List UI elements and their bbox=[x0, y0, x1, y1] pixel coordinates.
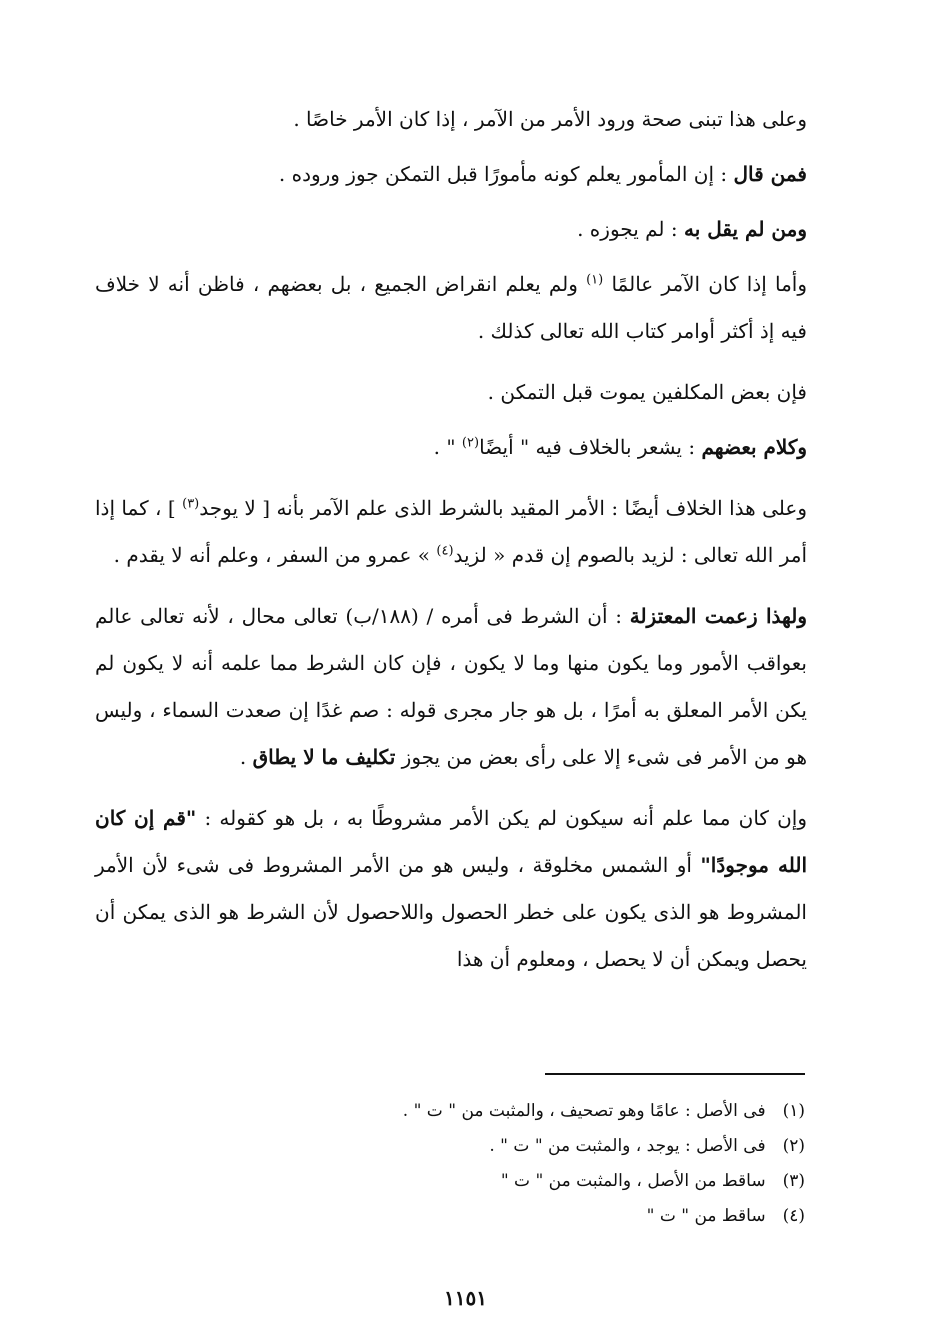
footnote-4-number: (٤) bbox=[782, 1206, 805, 1226]
paragraph-8-lead: ولهذا زعمت المعتزلة bbox=[629, 604, 807, 628]
paragraph-6-lead: وكلام بعضهم bbox=[701, 435, 807, 459]
paragraph-9-text-b: أو الشمس مخلوقة ، وليس هو من الأمر المشروط فى شىء لأن الأمر المشروط هو الذى يكون على خطر الحصول واللاحصول لأن الشرط هو الذى يمكن أن يحصل ويمكن أن لا يحصل ، ومعلوم أن هذا bbox=[95, 853, 807, 971]
paragraph-7-text-c: » عمرو من السفر ، وعلم أنه لا يقدم . bbox=[113, 543, 431, 567]
footnote-1 bbox=[300, 1094, 805, 1129]
paragraph-6-text-b: " . bbox=[433, 435, 456, 459]
paragraph-8-text-a: : أن الشرط فى أمره / (١٨٨/ب) تعالى محال ، لأنه تعالى عالم بعواقب الأمور وما يكون منها وما لا يكون ، فإن كان الشرط مما علمه أنه لا يكون لم يكن الأمر المعلق به أمرًا ، بل هو جار مجرى قوله : صم غدًا إن صعدت السماء ، وليس هو من الأمر فى شىء إلا على رأى بعض من يجوز bbox=[95, 604, 807, 769]
footnote-4-text: ساقط من " ت " bbox=[646, 1206, 766, 1226]
footnote-divider bbox=[545, 1073, 805, 1075]
footnote-3-text: ساقط من الأصل ، والمثبت من " ت " bbox=[500, 1171, 766, 1191]
paragraph-6 bbox=[95, 424, 807, 471]
paragraph-4-text-a: وأما إذا كان الآمر عالمًا bbox=[611, 272, 808, 296]
footnote-1-text: فى الأصل : عامًا وهو تصحيف ، والمثبت من " ت " . bbox=[402, 1101, 766, 1121]
paragraph-9 bbox=[95, 795, 807, 983]
footnote-4 bbox=[300, 1199, 805, 1234]
footnote-ref-3: (٣) bbox=[182, 496, 200, 512]
paragraph-6-text-a: : يشعر بالخلاف فيه " أيضًا bbox=[479, 435, 696, 459]
page-number: ١١٥١ bbox=[444, 1286, 487, 1310]
footnote-3 bbox=[300, 1164, 805, 1199]
page-body bbox=[95, 96, 807, 997]
paragraph-4 bbox=[95, 261, 807, 355]
paragraph-7-text-b: ] ، كما إذا أمر الله تعالى : لزيد بالصوم إن قدم « لزيد bbox=[95, 496, 807, 567]
footnote-2-number: (٢) bbox=[782, 1136, 805, 1156]
footnotes bbox=[300, 1094, 805, 1234]
paragraph-4-text-b: ولم يعلم انقراض الجميع ، بل بعضهم ، فاظن أنه لا خلاف فيه إذ أكثر أوامر كتاب الله تعالى كذلك . bbox=[95, 272, 807, 343]
footnote-2 bbox=[300, 1129, 805, 1164]
footnote-ref-4: (٤) bbox=[436, 543, 454, 559]
footnote-1-number: (١) bbox=[782, 1101, 805, 1121]
paragraph-3-lead: ومن لم يقل به bbox=[683, 217, 807, 241]
paragraph-8 bbox=[95, 593, 807, 781]
footnote-2-text: فى الأصل : يوجد ، والمثبت من " ت " . bbox=[489, 1136, 766, 1156]
footnote-ref-2: (٢) bbox=[461, 435, 480, 451]
paragraph-1-text: وعلى هذا تبنى صحة ورود الأمر من الآمر ، إذا كان الأمر خاصًا . bbox=[293, 107, 807, 131]
paragraph-9-text-a: وإن كان مما علم أنه سيكون لم يكن الأمر مشروطًا به ، بل هو كقوله : bbox=[204, 806, 808, 830]
paragraph-8-text-b: . bbox=[239, 745, 247, 769]
paragraph-5 bbox=[95, 369, 807, 416]
paragraph-2 bbox=[95, 151, 807, 198]
paragraph-3 bbox=[95, 206, 807, 253]
paragraph-3-text: : لم يجوزه . bbox=[577, 217, 678, 241]
footnote-3-number: (٣) bbox=[782, 1171, 805, 1191]
paragraph-1 bbox=[95, 96, 807, 143]
paragraph-8-emphasis: تكليف ما لا يطاق bbox=[252, 745, 396, 769]
footnote-ref-1: (١) bbox=[586, 272, 604, 288]
paragraph-2-lead: فمن قال bbox=[733, 162, 807, 186]
paragraph-5-text: فإن بعض المكلفين يموت قبل التمكن . bbox=[487, 380, 807, 404]
paragraph-7 bbox=[95, 485, 807, 579]
paragraph-2-text: : إن المأمور يعلم كونه مأمورًا قبل التمكن جوز وروده . bbox=[278, 162, 728, 186]
paragraph-9-quote: "قم إن كان الله موجودًا" bbox=[95, 806, 808, 877]
paragraph-7-text-a: وعلى هذا الخلاف أيضًا : الأمر المقيد بالشرط الذى علم الآمر بأنه [ لا يوجد bbox=[199, 496, 808, 520]
